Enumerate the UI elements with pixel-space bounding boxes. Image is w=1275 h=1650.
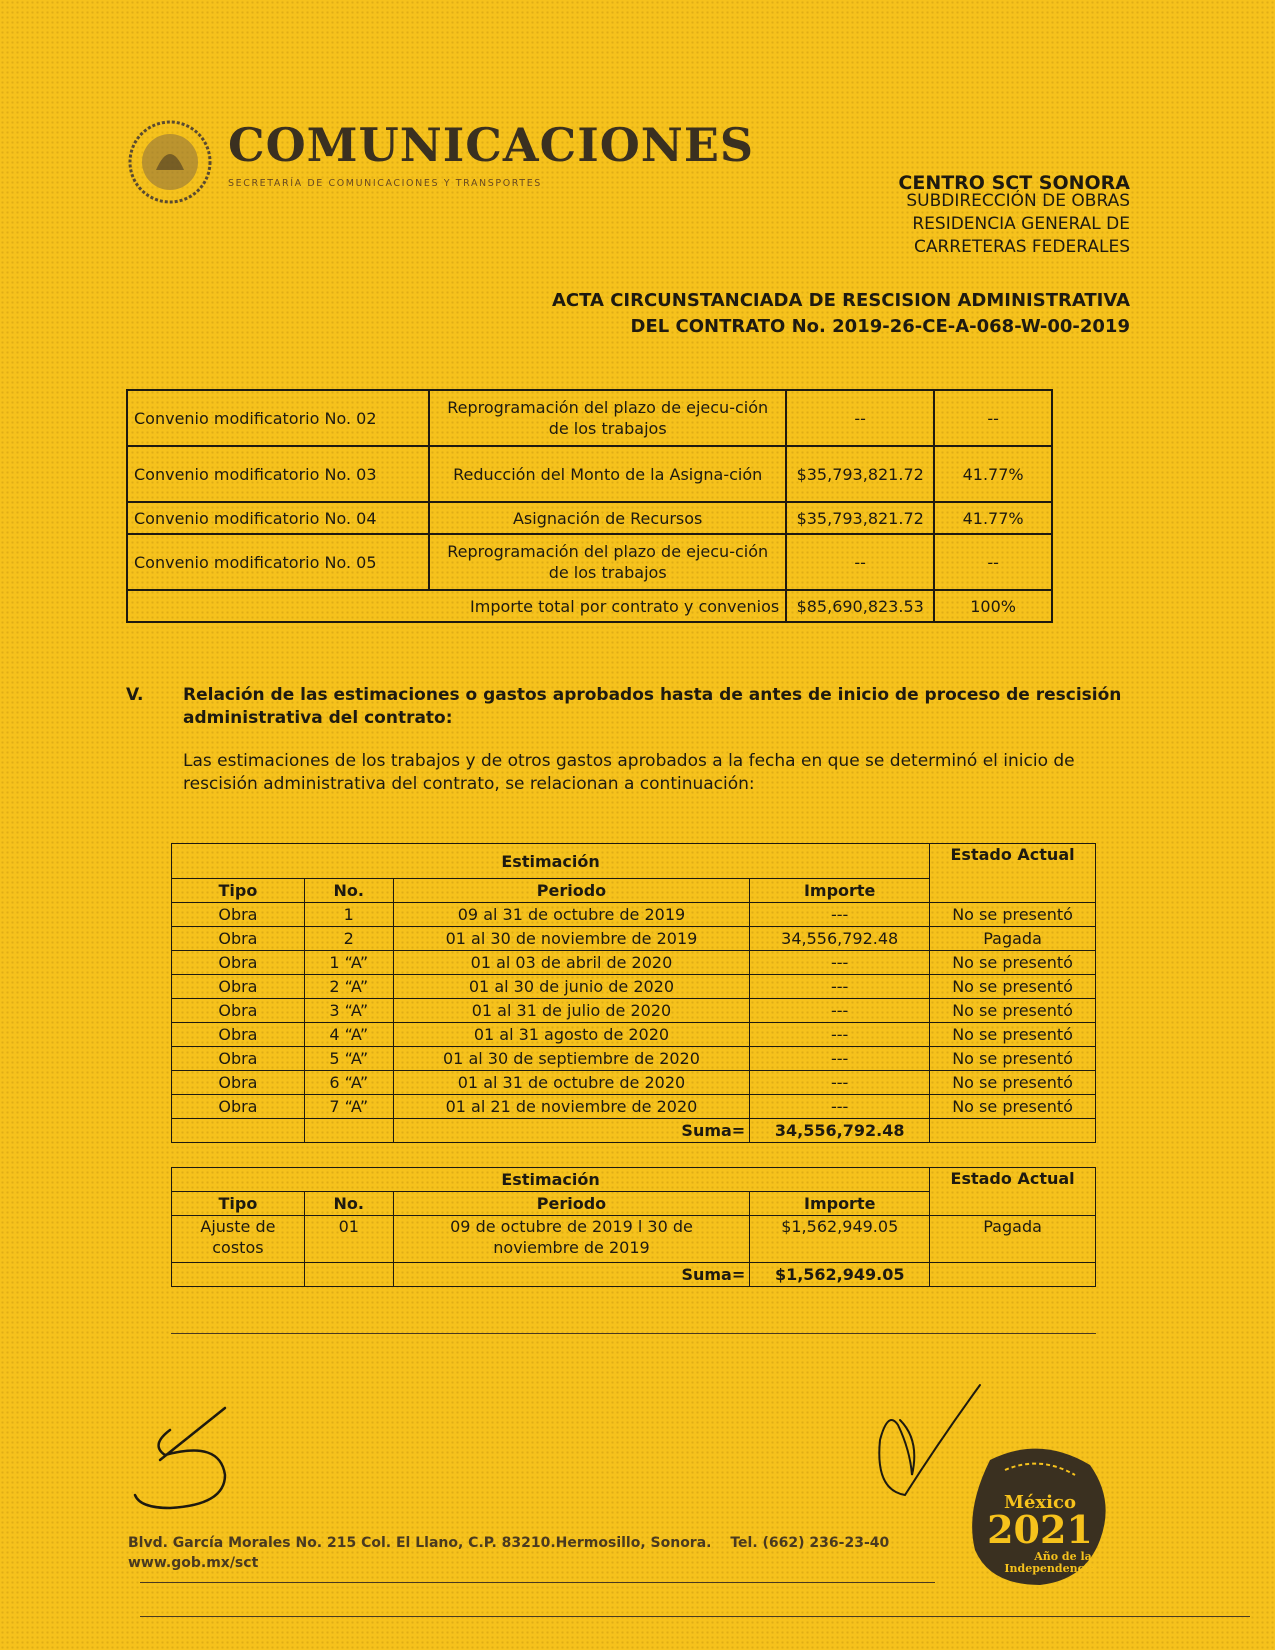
cell-estado: Pagada: [930, 1216, 1096, 1263]
cell-tipo: Obra: [172, 903, 305, 927]
table-row: [172, 975, 1096, 999]
header-line-3: CARRETERAS FEDERALES: [913, 237, 1130, 257]
header-line-2: RESIDENCIA GENERAL DE: [912, 214, 1130, 234]
column-header: Periodo: [393, 1192, 750, 1216]
cell-no: 01: [304, 1216, 393, 1263]
table-row: [172, 1095, 1096, 1119]
coat-of-arms-icon: [126, 118, 214, 206]
table-row: [172, 1047, 1096, 1071]
table-row: [127, 534, 1052, 590]
cell-estado: No se presentó: [930, 1095, 1096, 1119]
convenio-concept: Reducción del Monto de la Asigna-ción: [429, 446, 786, 502]
cell-estado: No se presentó: [930, 951, 1096, 975]
table-row: [172, 999, 1096, 1023]
sum-label: Suma=: [393, 1119, 750, 1143]
footer-phone: Tel. (662) 236-23-40: [730, 1535, 890, 1551]
header-line-1: SUBDIRECCIÓN DE OBRAS: [906, 191, 1130, 211]
logo-subtitle: SECRETARÍA DE COMUNICACIONES Y TRANSPORTES: [228, 178, 542, 189]
cell-no: 2: [304, 927, 393, 951]
cell-periodo: 01 al 30 de noviembre de 2019: [393, 927, 750, 951]
signature-left: [130, 1400, 260, 1520]
empty-cell: [304, 1119, 393, 1143]
footer: [128, 1533, 889, 1573]
cell-periodo: 01 al 31 de octubre de 2020: [393, 1071, 750, 1095]
convenios-table: [126, 389, 1053, 623]
group-header: Estimación: [172, 844, 930, 879]
cell-no: 4 “A”: [304, 1023, 393, 1047]
cell-estado: No se presentó: [930, 1023, 1096, 1047]
cell-estado: No se presentó: [930, 1047, 1096, 1071]
section-number: V.: [126, 685, 144, 705]
table-row: [172, 1071, 1096, 1095]
empty-cell: [172, 1263, 305, 1287]
sum-value: 34,556,792.48: [750, 1119, 930, 1143]
cell-tipo: Obra: [172, 951, 305, 975]
status-header: Estado Actual: [930, 844, 1096, 903]
table-row: [127, 446, 1052, 502]
cell-tipo: Obra: [172, 927, 305, 951]
convenio-percent: --: [934, 390, 1052, 446]
cell-tipo: Obra: [172, 1023, 305, 1047]
total-label: Importe total por contrato y convenios: [127, 590, 786, 622]
empty-cell: [172, 1119, 305, 1143]
cell-importe: ---: [750, 975, 930, 999]
status-header: Estado Actual: [930, 1168, 1096, 1216]
cell-tipo: Obra: [172, 975, 305, 999]
table-row: [127, 502, 1052, 534]
column-header: No.: [304, 1192, 393, 1216]
cell-periodo: 01 al 03 de abril de 2020: [393, 951, 750, 975]
cell-tipo: Obra: [172, 999, 305, 1023]
cell-periodo: 09 al 31 de octubre de 2019: [393, 903, 750, 927]
cell-importe: ---: [750, 1023, 930, 1047]
cell-no: 2 “A”: [304, 975, 393, 999]
cell-importe: ---: [750, 999, 930, 1023]
convenio-percent: --: [934, 534, 1052, 590]
acta-title-line-1: ACTA CIRCUNSTANCIADA DE RESCISION ADMINISTRATIVA: [551, 290, 1130, 311]
footer-address: Blvd. García Morales No. 215 Col. El Llano, C.P. 83210.Hermosillo, Sonora.: [128, 1535, 712, 1551]
badge-line-1: México: [1004, 1492, 1076, 1513]
cell-importe: 34,556,792.48: [750, 927, 930, 951]
cell-tipo: Obra: [172, 1047, 305, 1071]
cell-tipo: Obra: [172, 1071, 305, 1095]
column-header: Tipo: [172, 879, 305, 903]
cell-no: 1 “A”: [304, 951, 393, 975]
cell-periodo: 01 al 30 de junio de 2020: [393, 975, 750, 999]
cell-no: 1: [304, 903, 393, 927]
convenio-name: Convenio modificatorio No. 02: [127, 390, 429, 446]
cell-estado: No se presentó: [930, 975, 1096, 999]
convenio-percent: 41.77%: [934, 502, 1052, 534]
column-header: Importe: [750, 879, 930, 903]
badge-year: 2021: [987, 1507, 1093, 1552]
badge-line-3: Independencia: [1004, 1562, 1096, 1575]
cell-no: 5 “A”: [304, 1047, 393, 1071]
convenio-name: Convenio modificatorio No. 04: [127, 502, 429, 534]
total-amount: $85,690,823.53: [786, 590, 934, 622]
cell-tipo: Ajuste de costos: [172, 1216, 305, 1263]
table-row: [127, 390, 1052, 446]
cell-importe: ---: [750, 1071, 930, 1095]
table-row: [172, 1023, 1096, 1047]
badge-line-2: Año de la: [1034, 1550, 1092, 1563]
sum-label: Suma=: [393, 1263, 750, 1287]
column-header: Periodo: [393, 879, 750, 903]
cell-importe: ---: [750, 1095, 930, 1119]
acta-title-line-2: DEL CONTRATO No. 2019-26-CE-A-068-W-00-2019: [630, 316, 1130, 337]
footer-divider: [140, 1616, 1250, 1617]
empty-cell: [930, 1119, 1096, 1143]
sum-row: [172, 1119, 1096, 1143]
convenio-concept: Reprogramación del plazo de ejecu-ción de los trabajos: [429, 390, 786, 446]
column-header: No.: [304, 879, 393, 903]
sum-row: [172, 1263, 1096, 1287]
cell-periodo: 01 al 31 de julio de 2020: [393, 999, 750, 1023]
total-row: [127, 590, 1052, 622]
cell-periodo: 01 al 30 de septiembre de 2020: [393, 1047, 750, 1071]
logo-title: COMUNICACIONES: [228, 118, 755, 172]
group-header: Estimación: [172, 1168, 930, 1192]
convenio-amount: $35,793,821.72: [786, 446, 934, 502]
cell-estado: No se presentó: [930, 999, 1096, 1023]
table-header-row: [172, 1168, 1096, 1192]
empty-cell: [304, 1263, 393, 1287]
convenio-name: Convenio modificatorio No. 03: [127, 446, 429, 502]
column-header: Tipo: [172, 1192, 305, 1216]
cell-estado: Pagada: [930, 927, 1096, 951]
center-name: CENTRO SCT SONORA: [898, 172, 1130, 194]
cell-estado: No se presentó: [930, 1071, 1096, 1095]
total-percent: 100%: [934, 590, 1052, 622]
convenio-amount: --: [786, 534, 934, 590]
sum-value: $1,562,949.05: [750, 1263, 930, 1287]
mexico-2021-badge: [960, 1440, 1120, 1590]
cell-periodo: 01 al 31 agosto de 2020: [393, 1023, 750, 1047]
divider: [171, 1333, 1096, 1334]
table-header-row: [172, 844, 1096, 879]
convenio-amount: $35,793,821.72: [786, 502, 934, 534]
cell-importe: ---: [750, 1047, 930, 1071]
empty-cell: [930, 1263, 1096, 1287]
convenio-name: Convenio modificatorio No. 05: [127, 534, 429, 590]
table-row: [172, 1216, 1096, 1263]
cell-periodo: 09 de octubre de 2019 l 30 de noviembre de 2019: [393, 1216, 750, 1263]
cell-importe: ---: [750, 903, 930, 927]
table-row: [172, 927, 1096, 951]
cell-no: 3 “A”: [304, 999, 393, 1023]
footer-divider: [140, 1582, 935, 1583]
cell-no: 7 “A”: [304, 1095, 393, 1119]
cell-periodo: 01 al 21 de noviembre de 2020: [393, 1095, 750, 1119]
table-row: [172, 951, 1096, 975]
footer-website[interactable]: www.gob.mx/sct: [128, 1555, 259, 1571]
table-row: [172, 903, 1096, 927]
estimaciones-table: [171, 843, 1096, 1143]
ajuste-costos-table: [171, 1167, 1096, 1287]
cell-estado: No se presentó: [930, 903, 1096, 927]
convenio-concept: Asignación de Recursos: [429, 502, 786, 534]
section-body: Las estimaciones de los trabajos y de otros gastos aprobados a la fecha en que se determinó el inicio de rescisión administrativa del contrato, se relacionan a continuación:: [183, 751, 1075, 794]
acta-title: [552, 288, 1130, 340]
convenio-percent: 41.77%: [934, 446, 1052, 502]
section-heading: Relación de las estimaciones o gastos aprobados hasta de antes de inicio de proceso de rescisión administrativa del contrato:: [183, 685, 1122, 728]
convenio-amount: --: [786, 390, 934, 446]
column-header: Importe: [750, 1192, 930, 1216]
cell-tipo: Obra: [172, 1095, 305, 1119]
cell-importe: $1,562,949.05: [750, 1216, 930, 1263]
convenio-concept: Reprogramación del plazo de ejecu-ción de los trabajos: [429, 534, 786, 590]
cell-no: 6 “A”: [304, 1071, 393, 1095]
cell-importe: ---: [750, 951, 930, 975]
